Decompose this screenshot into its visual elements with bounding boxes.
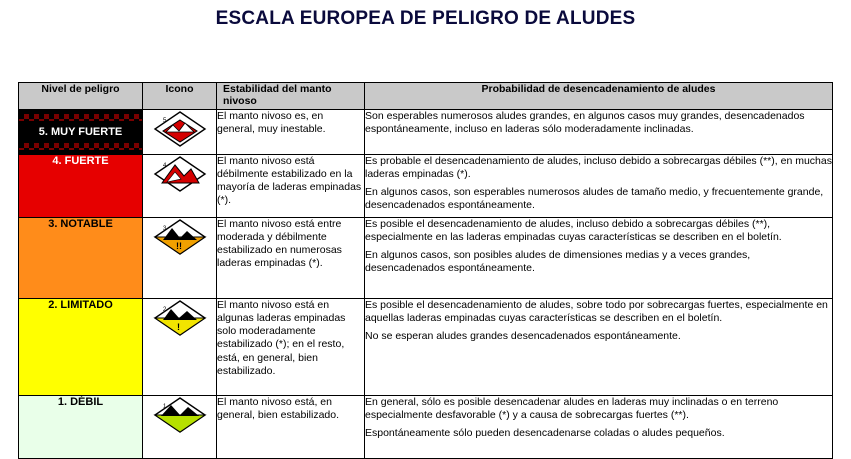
probability-cell-3 (365, 218, 833, 299)
table-header (19, 83, 833, 110)
probability-text-1: En general, sólo es posible desencadenar aludes en laderas muy inclinadas o en terreno especialmente desfavorable (*) y a causa de sobrecargas fuertes (**). (365, 396, 779, 422)
svg-text:5: 5 (162, 118, 166, 124)
icon-cell-1 (143, 396, 217, 459)
stability-text: El manto nivoso es, en general, muy inestable. (217, 110, 326, 136)
probability-text-1: Es probable el desencadenamiento de aludes, incluso debido a sobrecargas débiles (**), en muchas laderas empinadas (*). (365, 155, 832, 181)
probability-text-1: Es posible el desencadenamiento de aludes, sobre todo por sobrecargas fuertes, especialmente en aquellas laderas empinadas cuyas características se describen en el boletín. (365, 299, 828, 325)
table-row (19, 299, 833, 396)
table-body (19, 110, 833, 459)
table-row (19, 110, 833, 155)
probability-cell-5 (365, 110, 833, 155)
header-stability: Estabilidad del manto nivoso (217, 83, 365, 110)
level-5-stripes (19, 110, 142, 154)
level-cell-1 (19, 396, 143, 459)
level-cell-5 (19, 110, 143, 155)
svg-text:1: 1 (162, 404, 166, 410)
icon-cell-3 (143, 218, 217, 299)
stability-text: El manto nivoso está entre moderada y débilmente estabilizado en numerosas laderas empinadas (*). (217, 218, 342, 270)
avalanche-scale-table-wrapper (18, 82, 832, 459)
table-row (19, 218, 833, 299)
level-label: 4. FUERTE (52, 155, 109, 167)
probability-text-2: Espontáneamente sólo pueden desencadenarse coladas o aludes pequeños. (365, 427, 725, 440)
page-title: ESCALA EUROPEA DE PELIGRO DE ALUDES (215, 8, 636, 29)
danger-level-3-icon (153, 218, 207, 261)
stability-cell-1 (217, 396, 365, 459)
icon-cell-4 (143, 155, 217, 218)
level-label: 5. MUY FUERTE (33, 124, 129, 140)
checker-pattern-bottom (19, 143, 142, 150)
danger-level-4-icon (153, 155, 207, 198)
level-5-label-wrap (19, 121, 142, 143)
stability-cell-4 (217, 155, 365, 218)
level-label: 2. LIMITADO (48, 299, 113, 311)
probability-text: Son esperables numerosos aludes grandes, en algunos casos muy grandes, desencadenados espontáneamente, incluso en laderas sólo moderadamente inclinadas. (365, 110, 805, 136)
header-level: Nivel de peligro (19, 83, 143, 110)
svg-text:!!: !! (175, 241, 182, 251)
table-row (19, 155, 833, 218)
stability-text: El manto nivoso está, en general, bien estabilizado. (217, 396, 340, 422)
danger-level-5-icon (153, 110, 207, 153)
level-cell-4 (19, 155, 143, 218)
svg-text:!: ! (176, 322, 180, 332)
svg-text:4: 4 (162, 163, 166, 169)
icon-cell-2 (143, 299, 217, 396)
checker-pattern-top (19, 114, 142, 121)
probability-text-2: No se esperan aludes grandes desencadenados espontáneamente. (365, 330, 681, 343)
table-header-row (19, 83, 833, 110)
level-label: 3. NOTABLE (48, 218, 113, 230)
stability-text: El manto nivoso está en algunas laderas empinadas solo moderadamente estabilizado (*); en el resto, está, en general, bien estabilizado. (217, 299, 346, 377)
table-row (19, 396, 833, 459)
probability-text-2: En algunos casos, son esperables numerosos aludes de tamaño medio, y frecuentemente grande, desencadenados espontáneamente. (365, 186, 824, 212)
svg-text:3: 3 (162, 226, 166, 232)
probability-cell-4 (365, 155, 833, 218)
probability-cell-1 (365, 396, 833, 459)
avalanche-scale-table (18, 82, 833, 459)
stability-text: El manto nivoso está débilmente estabilizado en la mayoría de laderas empinadas (*). (217, 155, 362, 207)
stability-cell-2 (217, 299, 365, 396)
danger-level-2-icon (153, 299, 207, 342)
header-probability: Probabilidad de desencadenamiento de aludes (365, 83, 833, 110)
stability-cell-3 (217, 218, 365, 299)
icon-cell-5 (143, 110, 217, 155)
level-cell-3 (19, 218, 143, 299)
level-cell-2 (19, 299, 143, 396)
danger-level-1-icon (153, 396, 207, 439)
probability-cell-2 (365, 299, 833, 396)
svg-text:2: 2 (162, 307, 166, 313)
probability-text-2: En algunos casos, son posibles aludes de dimensiones medias y a veces grandes, desencadenados espontáneamente. (365, 249, 751, 275)
header-icon: Icono (143, 83, 217, 110)
stability-cell-5 (217, 110, 365, 155)
level-label: 1. DÉBIL (57, 396, 104, 408)
probability-text-1: Es posible el desencadenamiento de aludes, incluso debido a sobrecargas débiles (**), especialmente en las laderas empinadas cuyas características se describen en el boletín. (365, 218, 782, 244)
